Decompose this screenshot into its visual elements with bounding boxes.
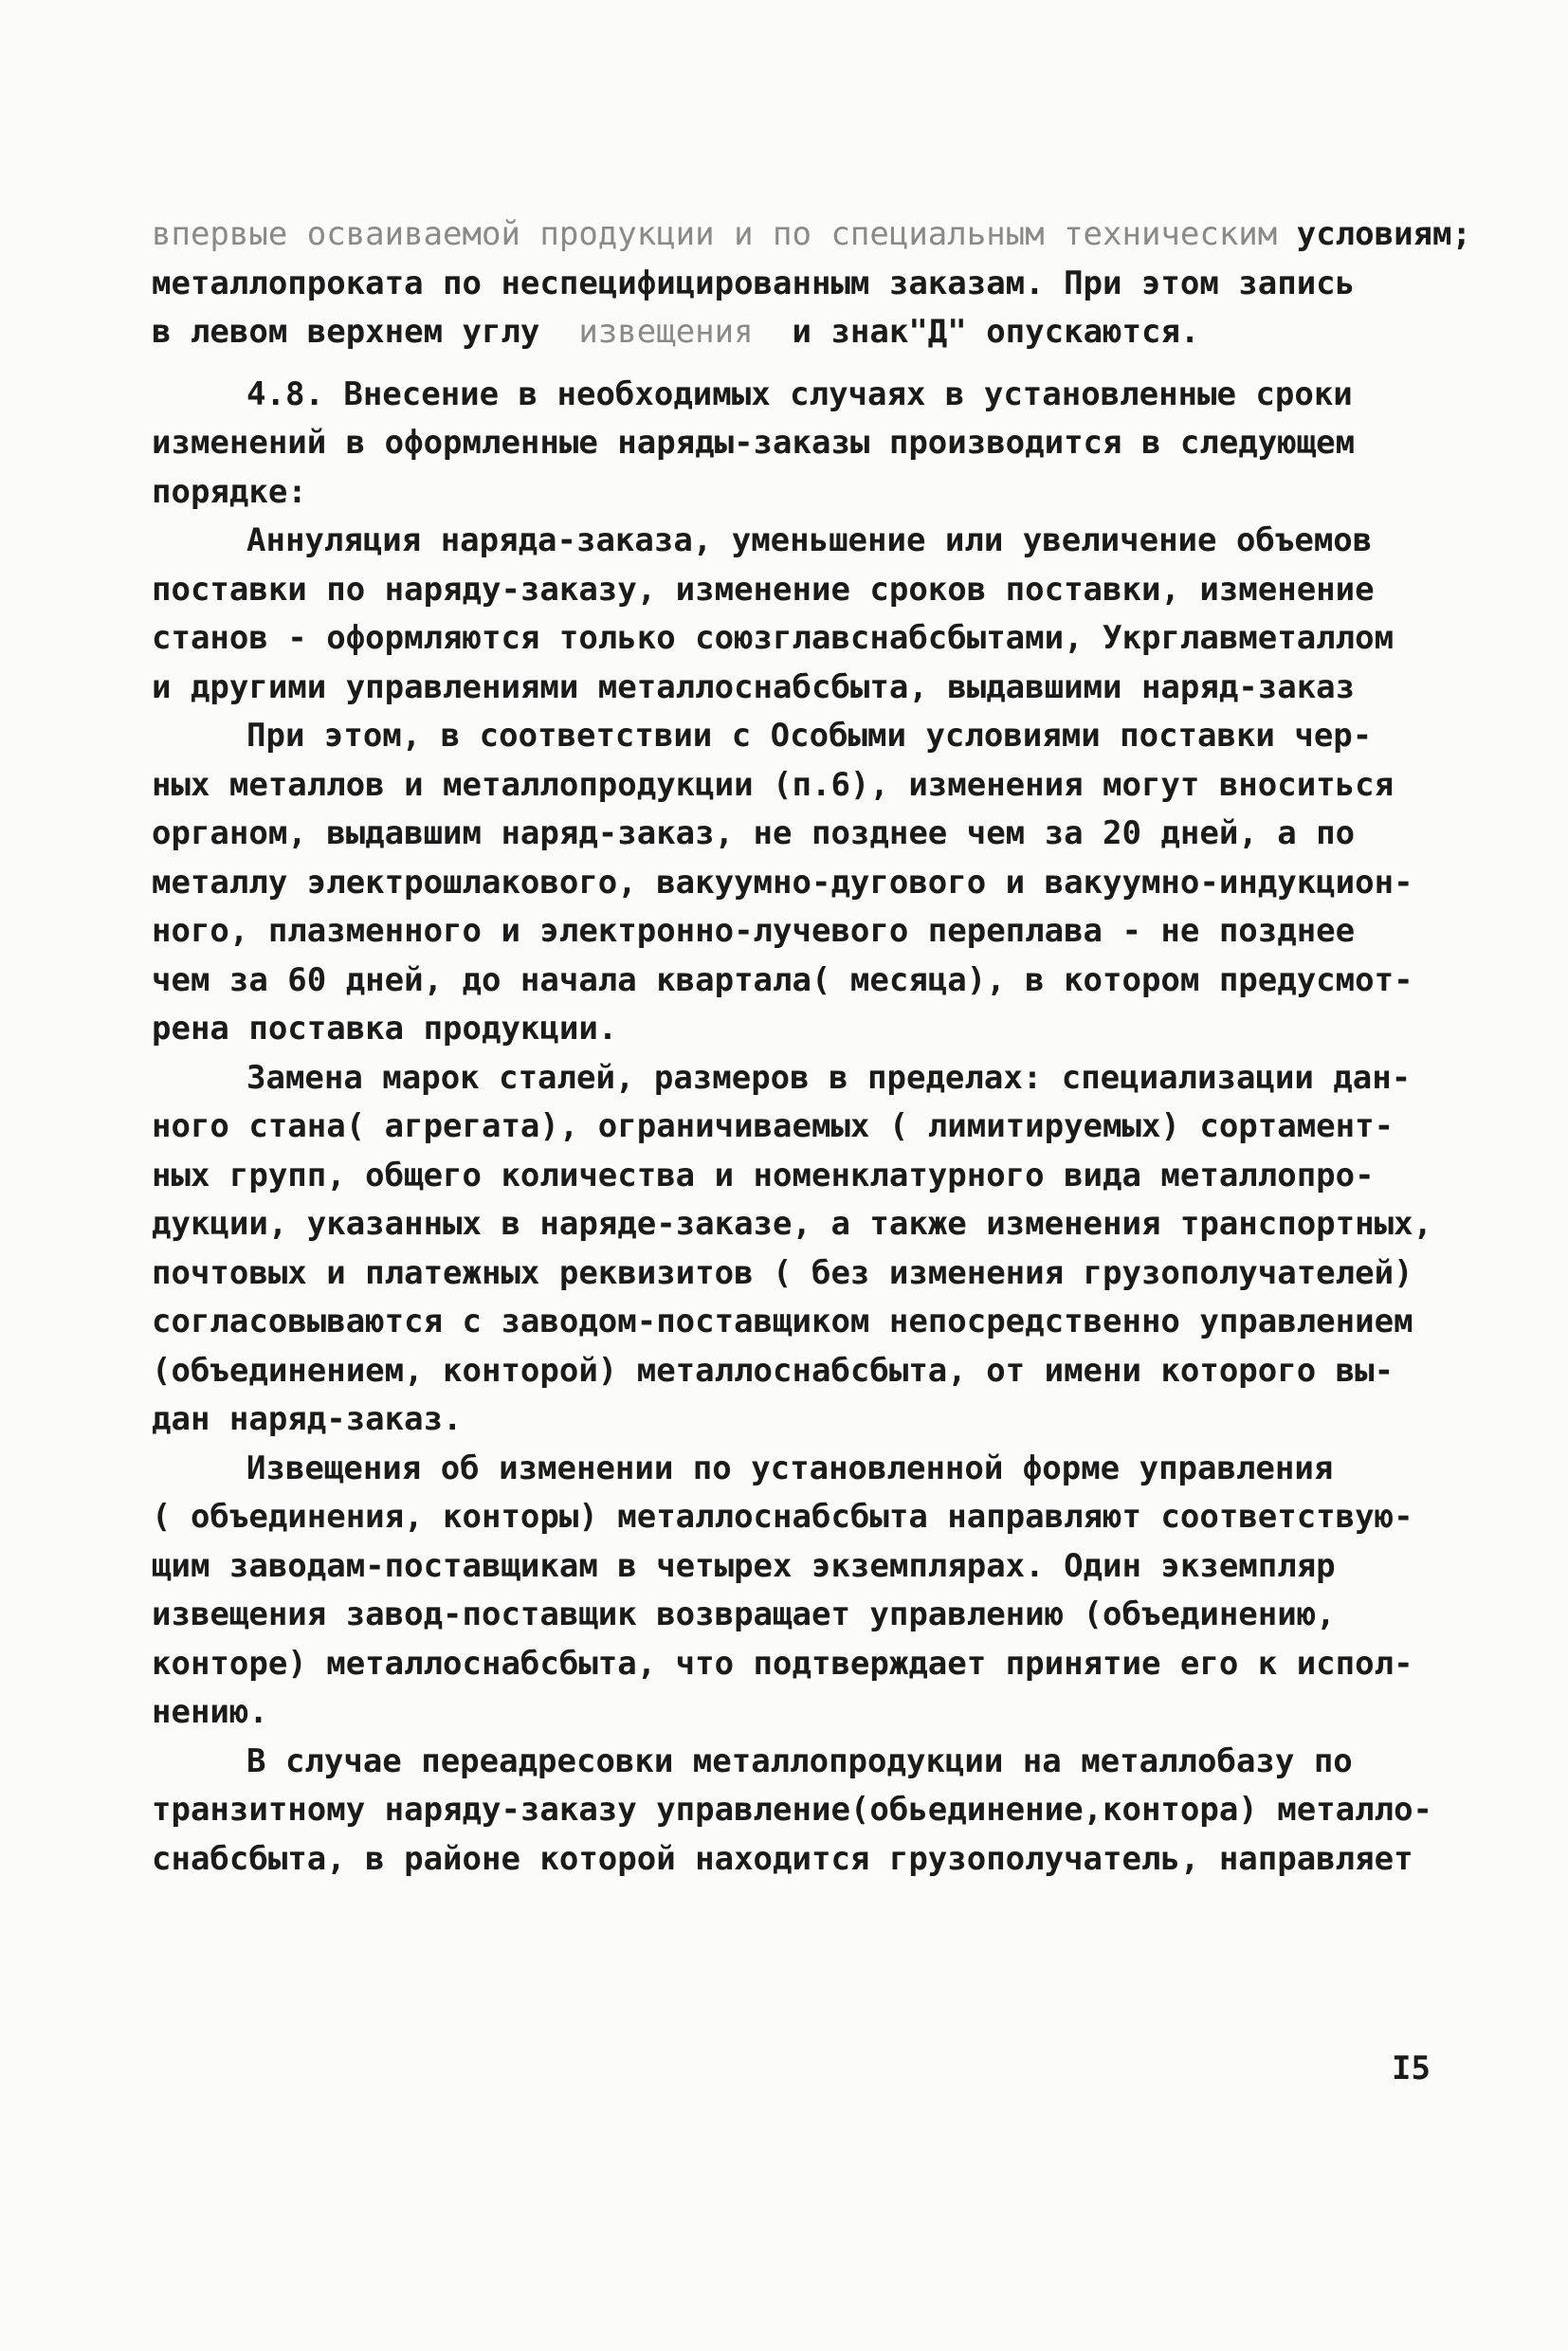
line-text: и знак"Д" опускаются. xyxy=(753,313,1200,351)
text-line: Замена марок сталей, размеров в пределах: специализации дан- xyxy=(246,1058,1412,1097)
text-line: В случае переадресовки металлопродукции на металлобазу по xyxy=(246,1741,1353,1780)
text-line: Аннуляция наряда-заказа, уменьшение или увеличение объемов xyxy=(246,521,1373,559)
text-line: Извещения об изменении по установленной форме управления xyxy=(246,1449,1334,1487)
text-line: транзитному наряду-заказу управление(обьединение,контора) металло- xyxy=(152,1791,1433,1829)
text-line: (объединением, конторой) металлоснабсбыта, от имени которого вы- xyxy=(152,1351,1395,1390)
text-line: дан наряд-заказ. xyxy=(152,1400,463,1438)
text-line: станов - оформляются только союзглавснабсбытами, Укрглавметаллом xyxy=(152,619,1395,657)
text-line: почтовых и платежных реквизитов ( без изменения грузополучателей) xyxy=(152,1253,1413,1292)
intro-continuation xyxy=(152,210,1471,357)
text-line: и другими управлениями металлоснабсбыта, выдавшими наряд-заказ xyxy=(152,667,1356,706)
text-line: ных металлов и металлопродукции (п.6), изменения могут вноситься xyxy=(152,765,1395,804)
text-line: изменений в оформленные наряды-заказы производится в следующем xyxy=(152,424,1356,462)
text-line: чем за 60 дней, до начала квартала( месяца), в котором предусмот- xyxy=(152,960,1413,999)
paragraph-special-conditions xyxy=(152,712,1460,1054)
text-line: металлопроката по неспецифицированным заказам. При этом запись xyxy=(152,264,1356,302)
text-line: порядке: xyxy=(152,472,307,511)
text-line: поставки по наряду-заказу, изменение сроков поставки, изменение xyxy=(152,570,1375,609)
line-text: в левом верхнем углу xyxy=(152,313,579,351)
text-line: согласовываются с заводом-поставщиком непосредственно управлением xyxy=(152,1303,1413,1340)
text-line: ного, плазменного и электронно-лучевого переплава - не позднее xyxy=(152,912,1356,950)
page-number: I5 xyxy=(1392,2050,1431,2087)
paragraph-4-8 xyxy=(152,371,1460,518)
document-body xyxy=(152,210,1471,1884)
text-line: металлу электрошлакового, вакуумно-дугового и вакуумно-индукцион- xyxy=(152,863,1413,902)
text-line: извещения завод-поставщик возвращает управлению (объединению, xyxy=(152,1595,1336,1633)
line-text: условиям; xyxy=(1296,215,1471,253)
text-line: ного стана( агрегата), ограничиваемых ( лимитируемых) сортамент- xyxy=(152,1107,1395,1145)
text-line xyxy=(152,210,1471,260)
text-line: нению. xyxy=(152,1693,268,1731)
text-line: При этом, в соответствии с Особыми условиями поставки чер- xyxy=(246,717,1373,755)
text-line xyxy=(152,308,1460,357)
faint-text: впервые осваиваемой продукции и по специальным техническим xyxy=(152,215,1297,253)
paragraph-annulation xyxy=(152,517,1460,712)
text-line: 4.8. Внесение в необходимых случаях в установленные сроки xyxy=(246,374,1353,413)
paragraph-readdressing xyxy=(152,1738,1460,1885)
text-line: конторе) металлоснабсбыта, что подтверждает принятие его к испол- xyxy=(152,1644,1413,1683)
text-line: щим заводам-поставщикам в четырех экземплярах. Один экземпляр xyxy=(152,1546,1336,1585)
text-line: ( объединения, конторы) металлоснабсбыта направляют соответствую- xyxy=(152,1498,1413,1536)
faint-text: извещения xyxy=(578,313,754,351)
paragraph-notices xyxy=(152,1445,1460,1738)
paragraph-grade-replacement xyxy=(152,1054,1460,1445)
text-line: органом, выдавшим наряд-заказ, не позднее чем за 20 дней, а по xyxy=(152,814,1356,852)
text-line: дукции, указанных в наряде-заказе, а также изменения транспортных, xyxy=(152,1205,1433,1243)
text-line: ных групп, общего количества и номенклатурного вида металлопро- xyxy=(152,1156,1375,1194)
text-line: снабсбыта, в районе которой находится грузополучатель, направляет xyxy=(152,1839,1413,1878)
text-line: рена поставка продукции. xyxy=(152,1010,618,1048)
